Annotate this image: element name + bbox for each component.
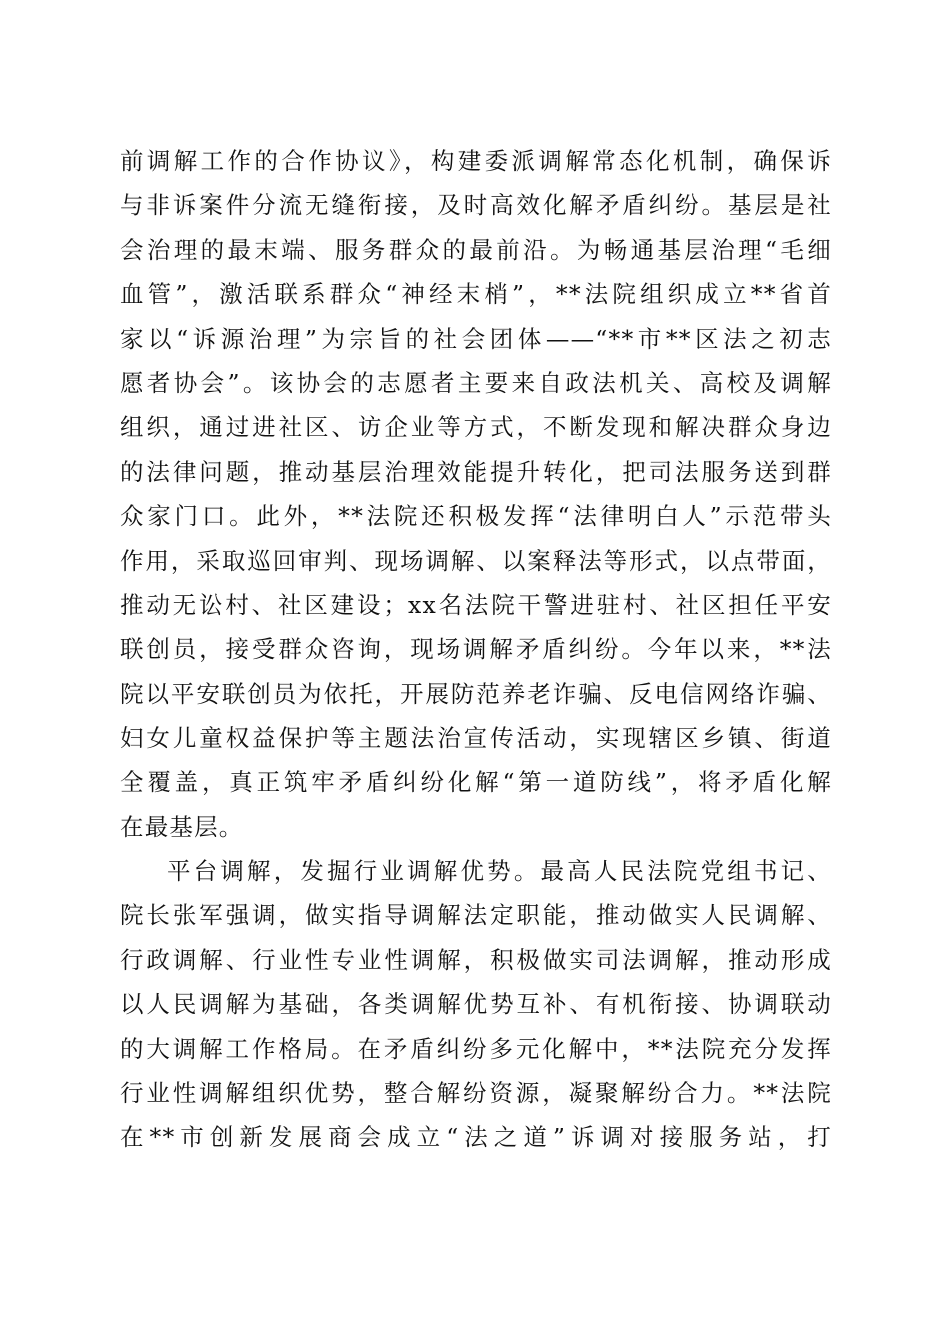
text-line: 的法律问题，推动基层治理效能提升转化，把司法服务送到群 (120, 457, 832, 486)
text-line: 联创员，接受群众咨询，现场调解矛盾纠纷。今年以来，**法 (120, 635, 832, 664)
text-line: 行政调解、行业性专业性调解，积极做实司法调解，推动形成 (120, 945, 832, 974)
text-line: 作用，采取巡回审判、现场调解、以案释法等形式，以点带面， (120, 546, 832, 575)
text-line: 前调解工作的合作协议》，构建委派调解常态化机制，确保诉 (120, 147, 832, 175)
paragraph-2 (120, 849, 832, 1160)
text-line: 全覆盖，真正筑牢矛盾纠纷化解“第一道防线”，将矛盾化解 (120, 768, 832, 797)
text-line: 以人民调解为基础，各类调解优势互补、有机衔接、协调联动 (120, 990, 832, 1019)
text-line: 众家门口。此外，**法院还积极发挥“法律明白人”示范带头 (120, 502, 832, 531)
text-line: 血管”，激活联系群众“神经末梢”，**法院组织成立**省首 (120, 280, 832, 309)
text-line: 院以平安联创员为依托，开展防范养老诈骗、反电信网络诈骗、 (120, 679, 832, 708)
text-line: 与非诉案件分流无缝衔接，及时高效化解矛盾纠纷。基层是社 (120, 191, 832, 220)
text-line: 组织，通过进社区、访企业等方式，不断发现和解决群众身边 (120, 413, 832, 442)
text-line: 院长张军强调，做实指导调解法定职能，推动做实人民调解、 (120, 901, 832, 930)
text-line: 愿者协会”。该协会的志愿者主要来自政法机关、高校及调解 (120, 368, 832, 397)
text-line: 平台调解，发掘行业调解优势。最高人民法院党组书记、 (167, 857, 832, 885)
text-line: 会治理的最末端、服务群众的最前沿。为畅通基层治理“毛细 (120, 235, 832, 264)
text-line: 的大调解工作格局。在矛盾纠纷多元化解中，**法院充分发挥 (120, 1034, 832, 1063)
text-line: 行业性调解组织优势，整合解纷资源，凝聚解纷合力。**法院 (120, 1078, 832, 1107)
paragraph-1 (120, 139, 832, 849)
text-line: 在最基层。 (120, 812, 244, 841)
text-line: 妇女儿童权益保护等主题法治宣传活动，实现辖区乡镇、街道 (120, 724, 832, 753)
text-line: 在**市创新发展商会成立“法之道”诉调对接服务站，打 (120, 1123, 832, 1152)
text-line: 家以“诉源治理”为宗旨的社会团体——“**市**区法之初志 (120, 324, 832, 353)
text-line: 推动无讼村、社区建设；xx名法院干警进驻村、社区担任平安 (120, 590, 832, 619)
